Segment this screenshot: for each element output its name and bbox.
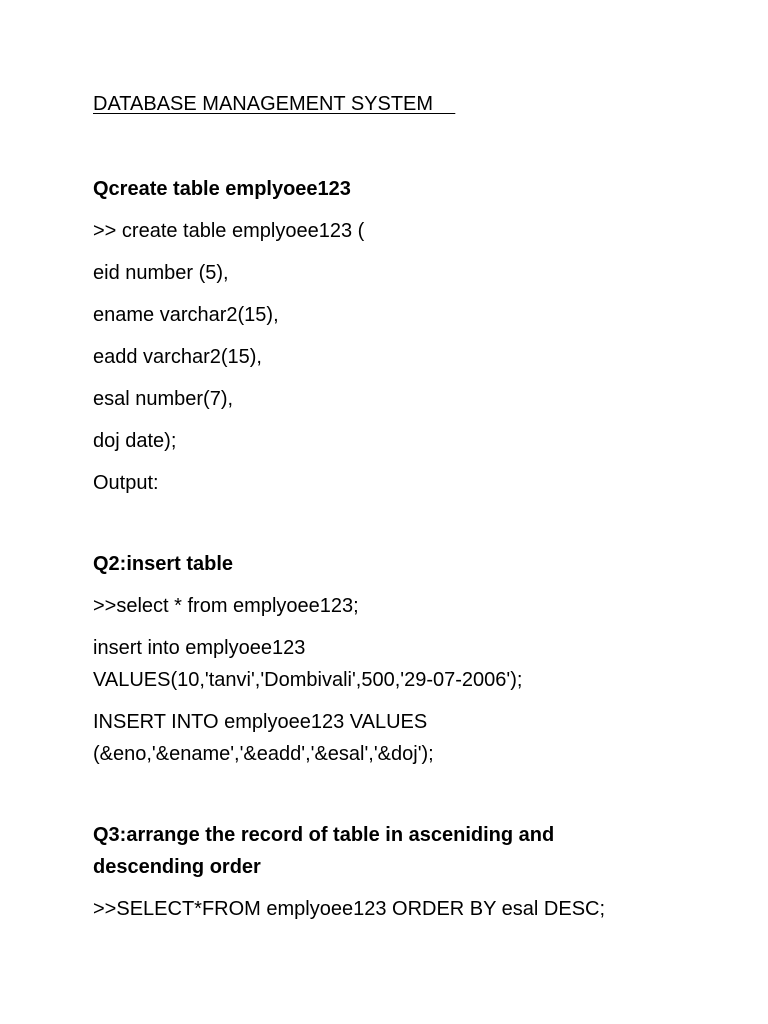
code-line-part: insert into emplyoee123 — [93, 637, 306, 659]
code-line-part: INSERT INTO emplyoee123 VALUES — [93, 711, 428, 733]
question-heading — [93, 819, 733, 883]
code-line — [93, 706, 733, 770]
code-line: >>select * from emplyoee123; — [93, 595, 359, 617]
code-line: esal number(7), — [93, 388, 234, 410]
section-insert-table — [93, 548, 733, 770]
code-line: >> create table emplyoee123 ( — [93, 220, 365, 242]
code-line — [93, 632, 733, 696]
code-line: eadd varchar2(15), — [93, 346, 262, 368]
output-label: Output: — [93, 472, 159, 494]
question-heading-part: descending order — [93, 856, 261, 878]
section-order-by — [93, 819, 733, 925]
question-heading: Qcreate table emplyoee123 — [93, 178, 351, 200]
document-body — [93, 88, 733, 974]
code-line: eid number (5), — [93, 262, 229, 284]
code-line: doj date); — [93, 430, 177, 452]
code-line: >>SELECT*FROM emplyoee123 ORDER BY esal DESC; — [93, 898, 606, 920]
question-heading: Q2:insert table — [93, 553, 234, 575]
code-line: ename varchar2(15), — [93, 304, 279, 326]
code-line-part: VALUES(10,'tanvi','Dombivali',500,'29-07-2006'); — [93, 669, 523, 691]
question-heading-part: Q3:arrange the record of table in asceniding and — [93, 824, 555, 846]
section-create-table — [93, 173, 733, 499]
document-title: DATABASE MANAGEMENT SYSTEM — [93, 93, 456, 115]
code-line-part: (&eno,'&ename','&eadd','&esal','&doj'); — [93, 743, 434, 765]
